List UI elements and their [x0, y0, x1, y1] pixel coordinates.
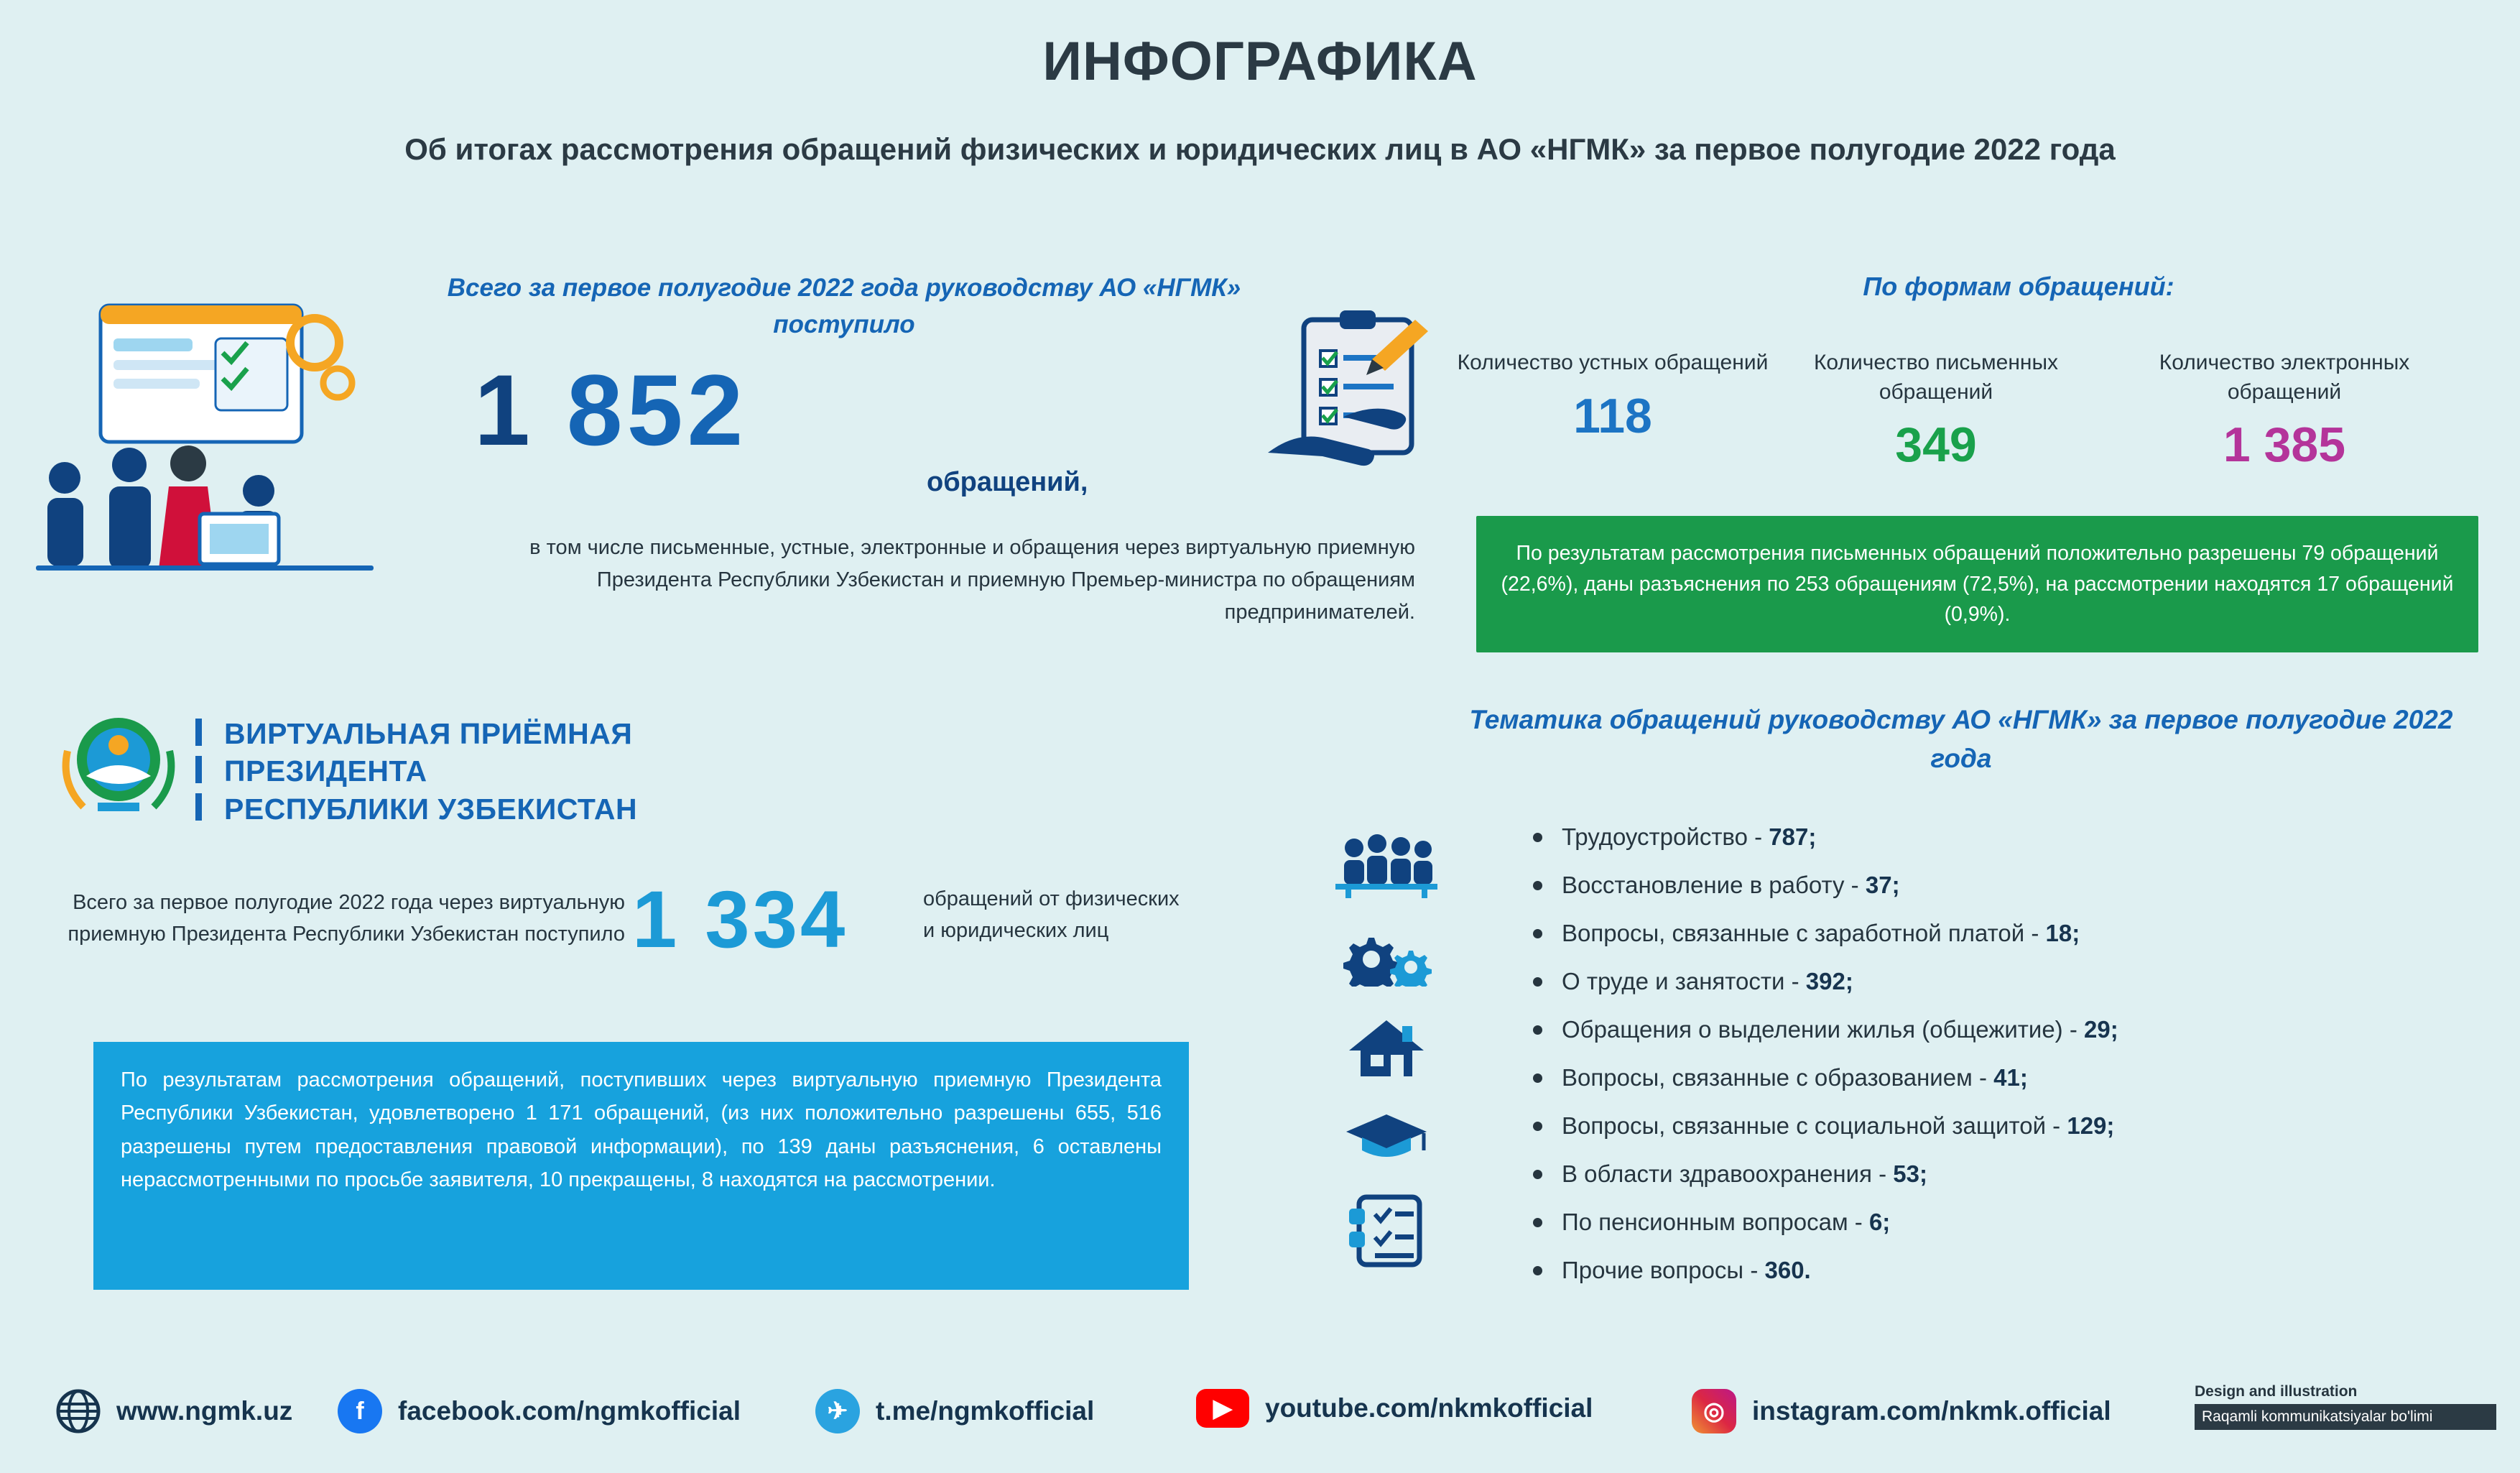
- forms-item-written-label: Количество письменных обращений: [1813, 351, 2059, 404]
- topic-value: 18;: [2045, 920, 2080, 946]
- topic-label: Вопросы, связанные с социальной защитой -: [1562, 1112, 2067, 1139]
- credit-line2: Raqamli kommunikatsiyalar bo'limi: [2195, 1404, 2496, 1430]
- list-item: [1530, 968, 2500, 995]
- instagram-icon: ◎: [1692, 1389, 1736, 1433]
- footer-website-label: www.ngmk.uz: [116, 1396, 293, 1426]
- house-icon: [1307, 1016, 1465, 1084]
- credit-block: [2195, 1383, 2496, 1451]
- topic-label: Восстановление в работу -: [1562, 872, 1866, 898]
- page-subtitle: Об итогах рассмотрения обращений физических и юридических лиц в АО «НГМК» за первое полугодие 2022 года: [404, 132, 2116, 166]
- written-results-banner: По результатам рассмотрения письменных обращений положительно разрешены 79 обращений (22,6%), даны разъяснения по 253 обращениям (72,5%), на рассмотрении находятся 17 обращений (0,9%).: [1476, 516, 2478, 652]
- total-heading: Всего за первое полугодие 2022 года руководству АО «НГМК» поступило: [447, 274, 1241, 338]
- globe-icon: [56, 1389, 101, 1433]
- list-item: [1530, 872, 2500, 899]
- vr-number: 1 334: [632, 874, 848, 964]
- total-number-label: обращений,: [927, 467, 1088, 497]
- footer-website[interactable]: [56, 1389, 292, 1433]
- list-item: [1530, 823, 2500, 851]
- checklist-icon: [1307, 1191, 1465, 1274]
- vr-line3: РЕСПУБЛИКИ УЗБЕКИСТАН: [224, 792, 638, 826]
- forms-item-electronic: [2105, 348, 2464, 473]
- virtual-reception-name: [224, 715, 637, 828]
- footer-facebook-label: facebook.com/ngmkofficial: [398, 1396, 741, 1426]
- vr-line1: ВИРТУАЛЬНАЯ ПРИЁМНАЯ: [224, 717, 633, 750]
- forms-item-electronic-value: 1 385: [2223, 417, 2346, 472]
- total-number: [474, 352, 747, 468]
- topic-label: Прочие вопросы -: [1562, 1257, 1765, 1283]
- vr-accent-bars: [195, 719, 202, 831]
- office-people-illustration: [22, 298, 395, 607]
- forms-item-oral: [1451, 348, 1774, 444]
- footer: [0, 1369, 2520, 1473]
- clipboard-hand-icon: [1264, 309, 1465, 489]
- topic-value: 129;: [2067, 1112, 2115, 1139]
- topic-value: 53;: [1893, 1160, 1927, 1187]
- topic-label: Вопросы, связанные с образованием -: [1562, 1064, 1994, 1091]
- list-item: [1530, 1016, 2500, 1043]
- page-title: ИНФОГРАФИКА: [1042, 31, 1478, 92]
- vr-number-suffix: обращений от физических и юридических лиц: [923, 887, 1180, 942]
- forms-item-written: [1774, 348, 2098, 473]
- topic-value: 37;: [1865, 872, 1900, 898]
- vr-results-banner: По результатам рассмотрения обращений, поступивших через виртуальную приемную Президента Республики Узбекистан, удовлетворено 1 171 обращений, (из них положительно разрешены 655, 516 разрешены путем предоставления правовой информации), по 139 даны разъяснения, 6 оставлены нерассмотренными по просьбе заявителя, 10 прекращены, 8 находятся на рассмотрении.: [93, 1042, 1189, 1290]
- gears-icon: [1307, 929, 1465, 990]
- total-number-part1: 1: [474, 354, 534, 466]
- topics-title: Тематика обращений руководству АО «НГМК» за первое полугодие 2022 года: [1469, 705, 2453, 773]
- topic-label: Трудоустройство -: [1562, 823, 1769, 850]
- vr-description: Всего за первое полугодие 2022 года через виртуальную приемную Президента Республики Узбекистан поступило: [68, 891, 625, 946]
- footer-instagram-label: instagram.com/nkmk.official: [1752, 1396, 2111, 1426]
- forms-item-electronic-label: Количество электронных обращений: [2159, 351, 2410, 404]
- vr-line2: ПРЕЗИДЕНТА: [224, 754, 427, 788]
- footer-telegram-label: t.me/ngmkofficial: [876, 1396, 1095, 1426]
- forms-item-oral-label: Количество устных обращений: [1457, 351, 1769, 374]
- list-item: [1530, 1160, 2500, 1188]
- topics-icon-column: [1307, 834, 1465, 1300]
- footer-telegram[interactable]: [815, 1389, 1094, 1433]
- topic-label: По пенсионным вопросам -: [1562, 1209, 1869, 1235]
- topic-value: 360.: [1764, 1257, 1811, 1283]
- footer-instagram[interactable]: [1692, 1389, 2111, 1433]
- list-item: [1530, 1257, 2500, 1284]
- topic-value: 41;: [1993, 1064, 2028, 1091]
- topic-label: В области здравоохранения -: [1562, 1160, 1894, 1187]
- topics-list: [1501, 823, 2500, 1305]
- topic-label: Вопросы, связанные с заработной платой -: [1562, 920, 2046, 946]
- footer-facebook[interactable]: [338, 1389, 741, 1433]
- footer-youtube-label: youtube.com/nkmkofficial: [1265, 1393, 1593, 1423]
- forms-title: По формам обращений:: [1863, 272, 2174, 301]
- telegram-icon: ✈: [815, 1389, 860, 1433]
- topic-label: Обращения о выделении жилья (общежитие) -: [1562, 1016, 2084, 1043]
- graduation-cap-icon: [1307, 1110, 1465, 1165]
- topic-label: О труде и занятости -: [1562, 968, 1806, 994]
- list-item: [1530, 1112, 2500, 1140]
- topic-value: 787;: [1769, 823, 1817, 850]
- youtube-icon: ▶: [1196, 1389, 1249, 1428]
- uzbekistan-emblem-icon: [50, 708, 187, 816]
- meeting-people-icon: [1307, 834, 1465, 903]
- total-description: в том числе письменные, устные, электронные и обращения через виртуальную приемную Президента Республики Узбекистан и приемную Премьер-министра по обращениям предпринимателей.: [529, 536, 1415, 624]
- footer-youtube[interactable]: [1196, 1389, 1593, 1428]
- list-item: [1530, 920, 2500, 947]
- credit-line1: Design and illustration: [2195, 1383, 2358, 1400]
- forms-item-oral-value: 118: [1573, 388, 1652, 443]
- total-number-part2: 852: [566, 354, 748, 466]
- topic-value: 6;: [1868, 1209, 1891, 1235]
- facebook-icon: f: [338, 1389, 382, 1433]
- forms-item-written-value: 349: [1895, 417, 1977, 472]
- list-item: [1530, 1064, 2500, 1091]
- topic-value: 29;: [2083, 1016, 2118, 1043]
- topic-value: 392;: [1805, 968, 1853, 994]
- list-item: [1530, 1209, 2500, 1236]
